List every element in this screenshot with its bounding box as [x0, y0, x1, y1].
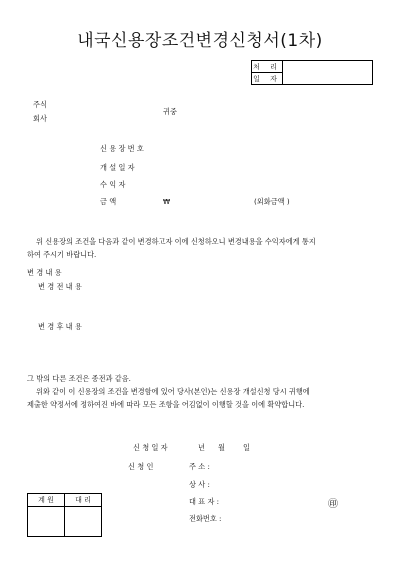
pledge-text-line1: 위와 같이 이 신용장의 조건을 변경함에 있어 당사(본인)는 신용장 개설신청 당시 귀행에 [36, 387, 310, 396]
clerk-header: 계 원 [28, 494, 65, 507]
recipient-label: 귀중 [163, 107, 177, 116]
lc-number-label: 신 용 장 번 호 [100, 144, 144, 153]
beneficiary-label: 수 익 자 [100, 180, 126, 189]
day-label: 일 [243, 443, 250, 452]
change-section-heading: 변 경 내 용 [27, 268, 62, 277]
processing-date-box [251, 60, 373, 85]
after-change-label: 변 경 후 내 용 [38, 322, 82, 331]
applicant-label: 신 청 인 [128, 462, 154, 471]
month-label: 월 [218, 443, 225, 452]
year-label: 년 [198, 443, 205, 452]
date-label: 일 자 [253, 74, 281, 83]
other-conditions-text: 그 밖의 다른 조건은 종전과 같음. [27, 374, 131, 383]
application-date-label: 신 청 일 자 [133, 443, 168, 452]
open-date-label: 개 설 일 자 [100, 163, 135, 172]
deputy-signature-cell [65, 507, 102, 537]
company-name-label: 상 사 : [189, 480, 210, 489]
amount-label: 금 액 [100, 197, 117, 206]
processing-date-value [283, 61, 373, 85]
processing-label: 처 리 [253, 62, 281, 71]
pledge-text-line2: 제출한 약정서에 정하여진 바에 따라 모든 조항을 어김없이 이행할 것을 이에 확약합니다. [27, 400, 305, 409]
phone-label: 전화번호 : [189, 514, 222, 523]
clerk-signature-cell [28, 507, 65, 537]
approval-signature-box [27, 493, 102, 537]
before-change-label: 변 경 전 내 용 [38, 282, 82, 291]
request-text-line1: 위 신용장의 조건을 다음과 같이 변경하고자 이에 신청하오니 변경내용을 수익자에게 통지 [36, 237, 316, 246]
document-title: 내국신용장조건변경신청서(1차) [77, 31, 323, 51]
company-label-line2: 회사 [33, 114, 47, 123]
currency-symbol: ₩ [163, 197, 171, 206]
foreign-amount-label: (외화금액 ) [254, 197, 290, 206]
request-text-line2: 하여 주시기 바랍니다. [27, 250, 97, 259]
company-label-line1: 주식 [33, 100, 47, 109]
seal-mark: ㊞ [328, 499, 338, 510]
deputy-header: 대 리 [65, 494, 102, 507]
representative-label: 대 표 자 : [189, 497, 220, 506]
address-label: 주 소 : [189, 462, 210, 471]
